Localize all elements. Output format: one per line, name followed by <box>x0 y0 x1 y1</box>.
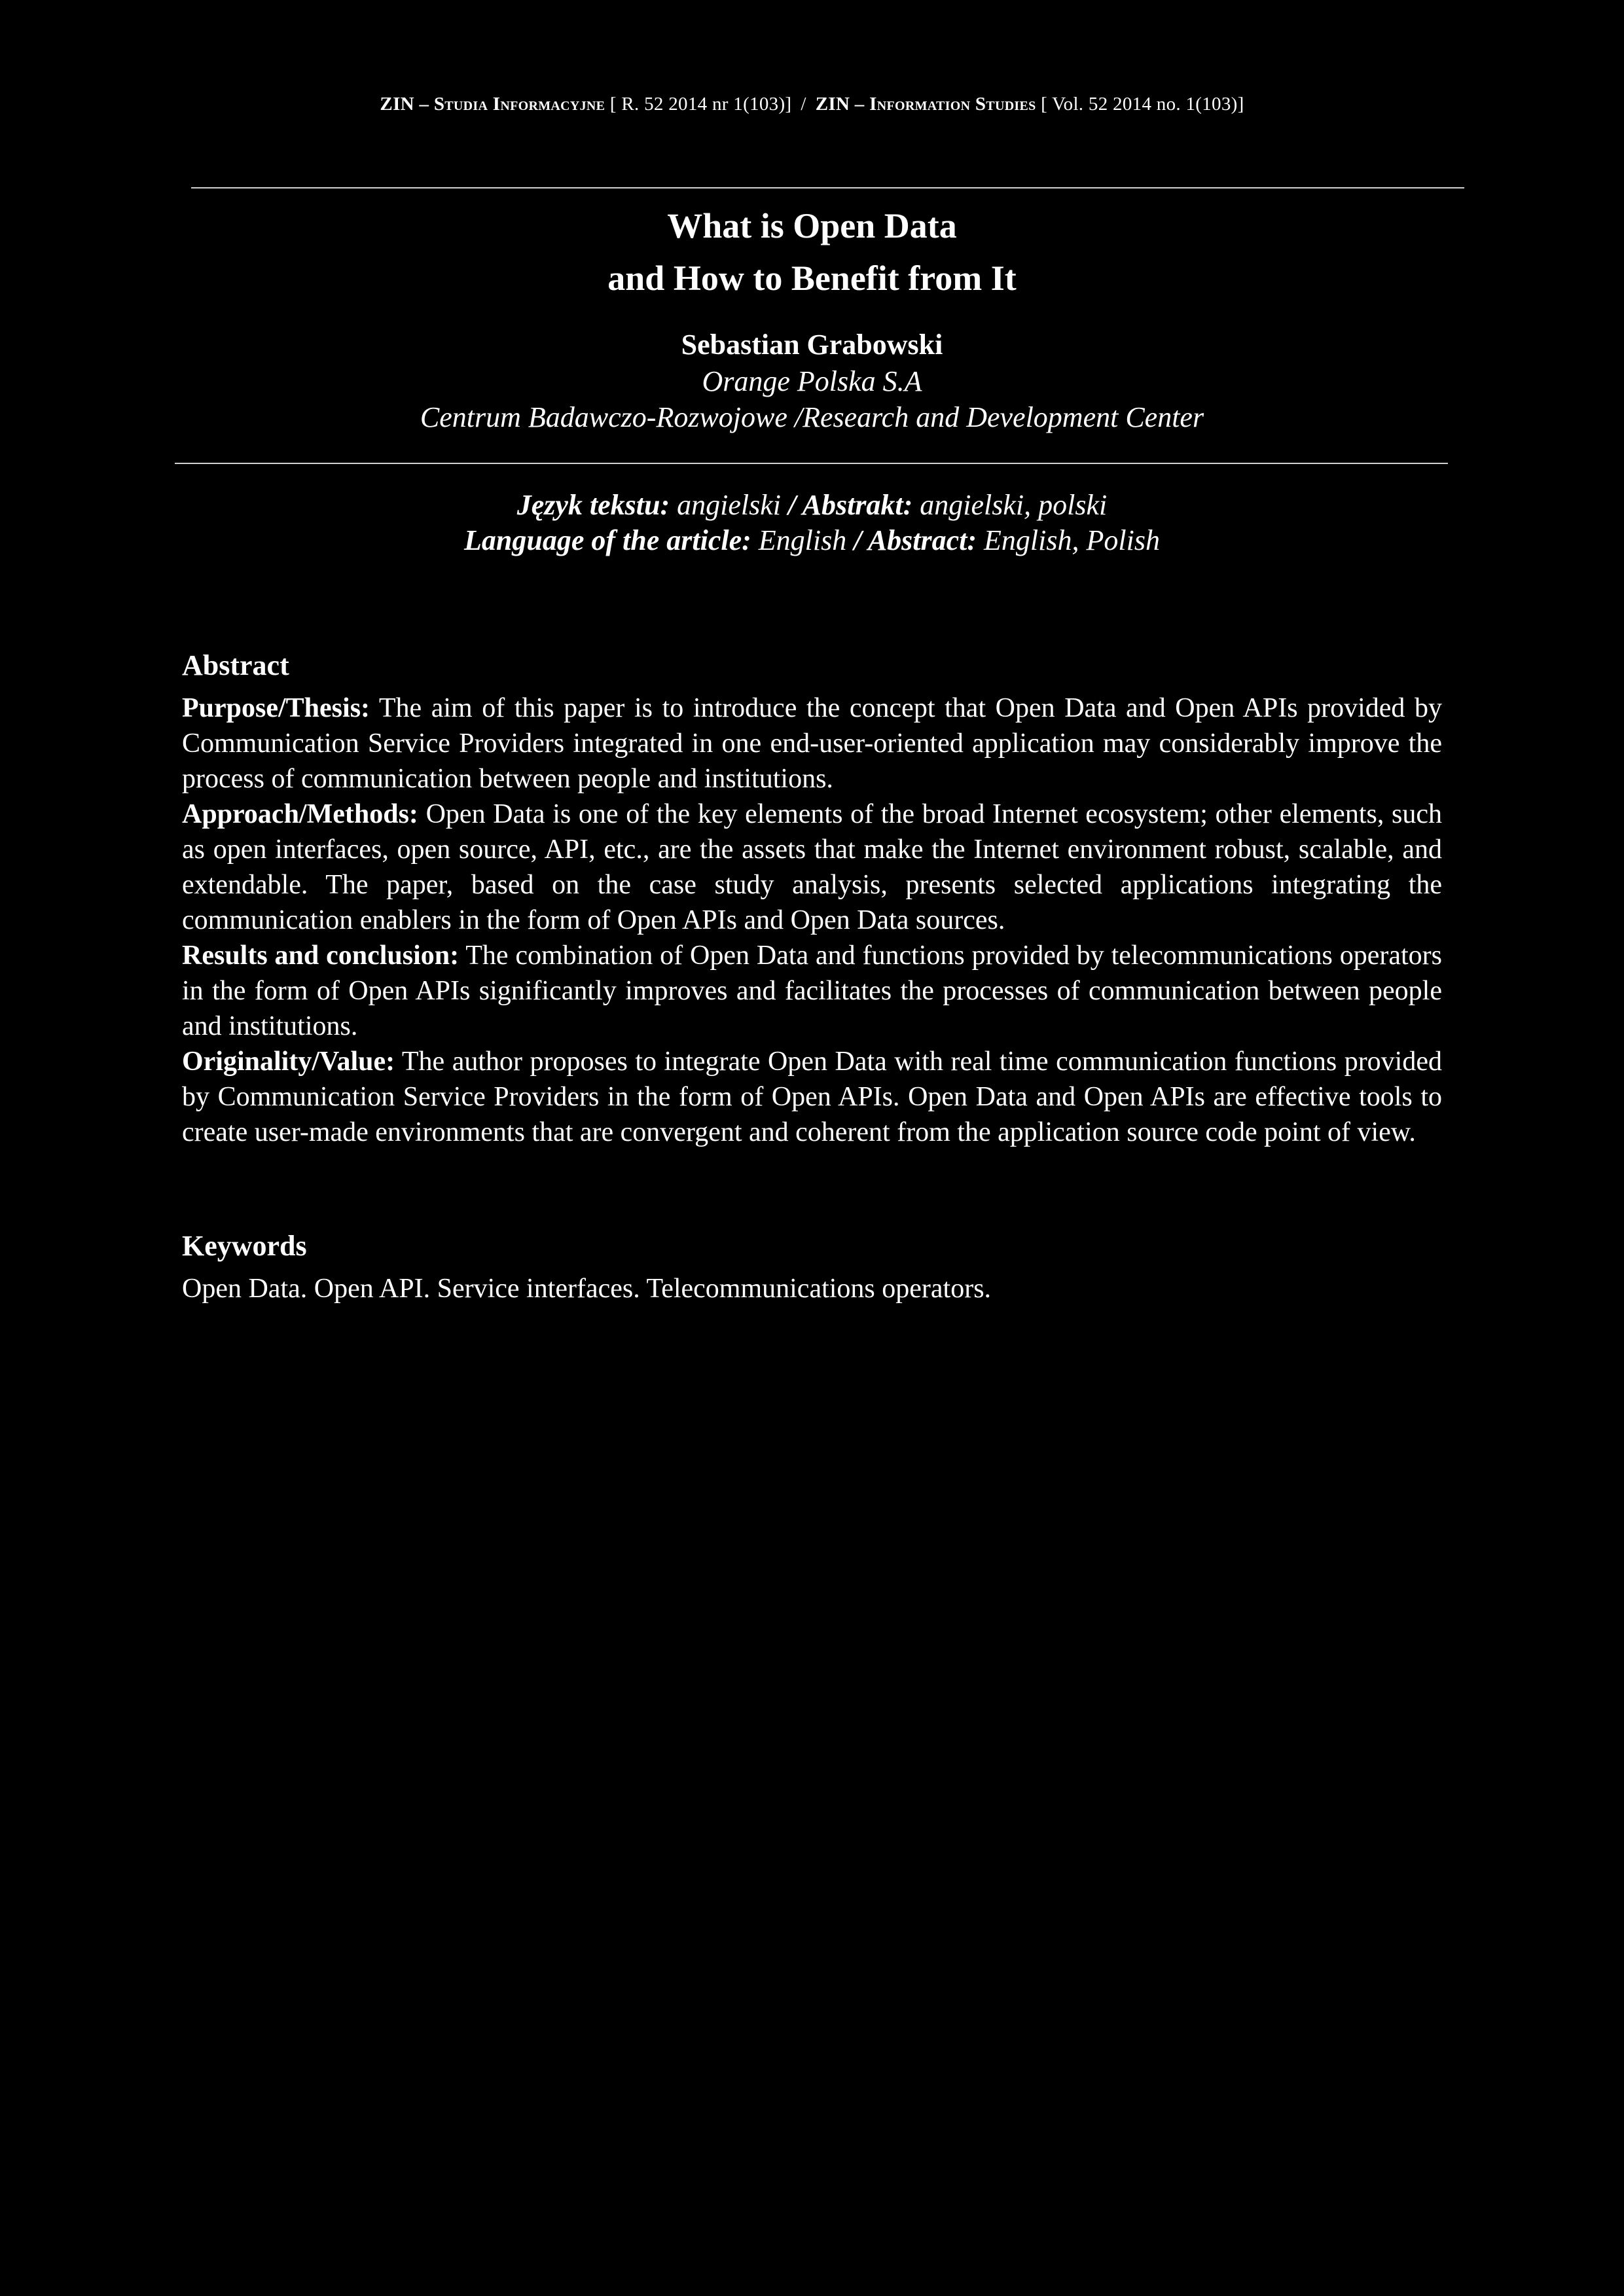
header-en-series: Information Studies <box>869 94 1036 115</box>
header-en-journal: ZIN <box>815 94 850 115</box>
header-separator: / <box>801 94 806 115</box>
approach-text: Open Data is one of the key elements of the broad Internet ecosystem; other elements, such as open interfaces, open source, API, etc., are the assets that make the Internet environment robust, scalable, and extendable. The paper, based on the case study analysis, presents selected applications integrating the communication enablers in the form of Open APIs and Open Data sources. <box>182 799 1442 935</box>
lang-pl-abstract-label: Abstrakt: <box>796 489 913 521</box>
affiliation-line-2: Centrum Badawczo-Rozwojowe /Research and Development Center <box>420 401 1204 433</box>
lang-en-label: Language of the article: <box>464 524 751 556</box>
journal-header <box>0 94 1624 115</box>
abstract-purpose <box>182 691 1442 797</box>
originality-label: Originality/Value: <box>182 1047 395 1077</box>
author-name: Sebastian Grabowski <box>681 329 943 361</box>
header-pl-volume: [ R. 52 2014 nr 1(103)] <box>609 94 792 115</box>
abstract-body <box>182 691 1442 1150</box>
top-divider <box>191 187 1464 188</box>
header-en-dash: – <box>850 94 870 115</box>
lang-pl-abstract-value: angielski, polski <box>912 489 1108 521</box>
lang-pl-label: Język tekstu: <box>516 489 670 521</box>
lang-en-value: English <box>751 524 854 556</box>
title-line-2: and How to Benefit from It <box>607 259 1017 298</box>
lang-en-abstract-label: Abstract: <box>861 524 977 556</box>
abstract-approach <box>182 797 1442 938</box>
header-pl-series: Studia Informacyjne <box>433 94 605 115</box>
results-label: Results and conclusion: <box>182 941 460 971</box>
purpose-label: Purpose/Thesis: <box>182 693 370 723</box>
lang-pl-value: angielski <box>670 489 788 521</box>
abstract-heading: Abstract <box>182 649 289 681</box>
affiliation-line-1: Orange Polska S.A <box>702 365 922 397</box>
keywords-text: Open Data. Open API. Service interfaces. Telecommunications operators. <box>182 1274 992 1304</box>
header-pl-dash: – <box>414 94 434 115</box>
abstract-originality <box>182 1044 1442 1150</box>
header-en-volume: [ Vol. 52 2014 no. 1(103)] <box>1041 94 1244 115</box>
purpose-text: The aim of this paper is to introduce the concept that Open Data and Open APIs provided by Communication Service Providers integrated in one end-user-oriented application may considerably improve the process of communication between people and institutions. <box>182 693 1442 794</box>
language-line-pl <box>0 488 1624 523</box>
article-title <box>0 200 1624 304</box>
results-text: The combination of Open Data and functions provided by telecommunications operators in the form of Open APIs significantly improves and facilitates the processes of communication between people and institutions. <box>182 941 1442 1041</box>
middle-divider <box>175 463 1448 464</box>
header-pl-journal: ZIN <box>380 94 414 115</box>
language-info <box>0 488 1624 558</box>
author-affiliation <box>0 363 1624 435</box>
abstract-results <box>182 938 1442 1044</box>
lang-en-abstract-value: English, Polish <box>977 524 1160 556</box>
originality-text: The author proposes to integrate Open Data with real time communication functions provided by Communication Service Providers in the form of Open APIs. Open Data and Open APIs are effective tools to create user-made environments that are convergent and coherent from the application source code point of view. <box>182 1047 1442 1147</box>
language-line-en <box>0 523 1624 558</box>
lang-pl-slash: / <box>788 489 797 521</box>
keywords-heading: Keywords <box>182 1230 307 1262</box>
title-line-1: What is Open Data <box>667 206 957 245</box>
approach-label: Approach/Methods: <box>182 799 418 829</box>
lang-en-slash: / <box>854 524 862 556</box>
